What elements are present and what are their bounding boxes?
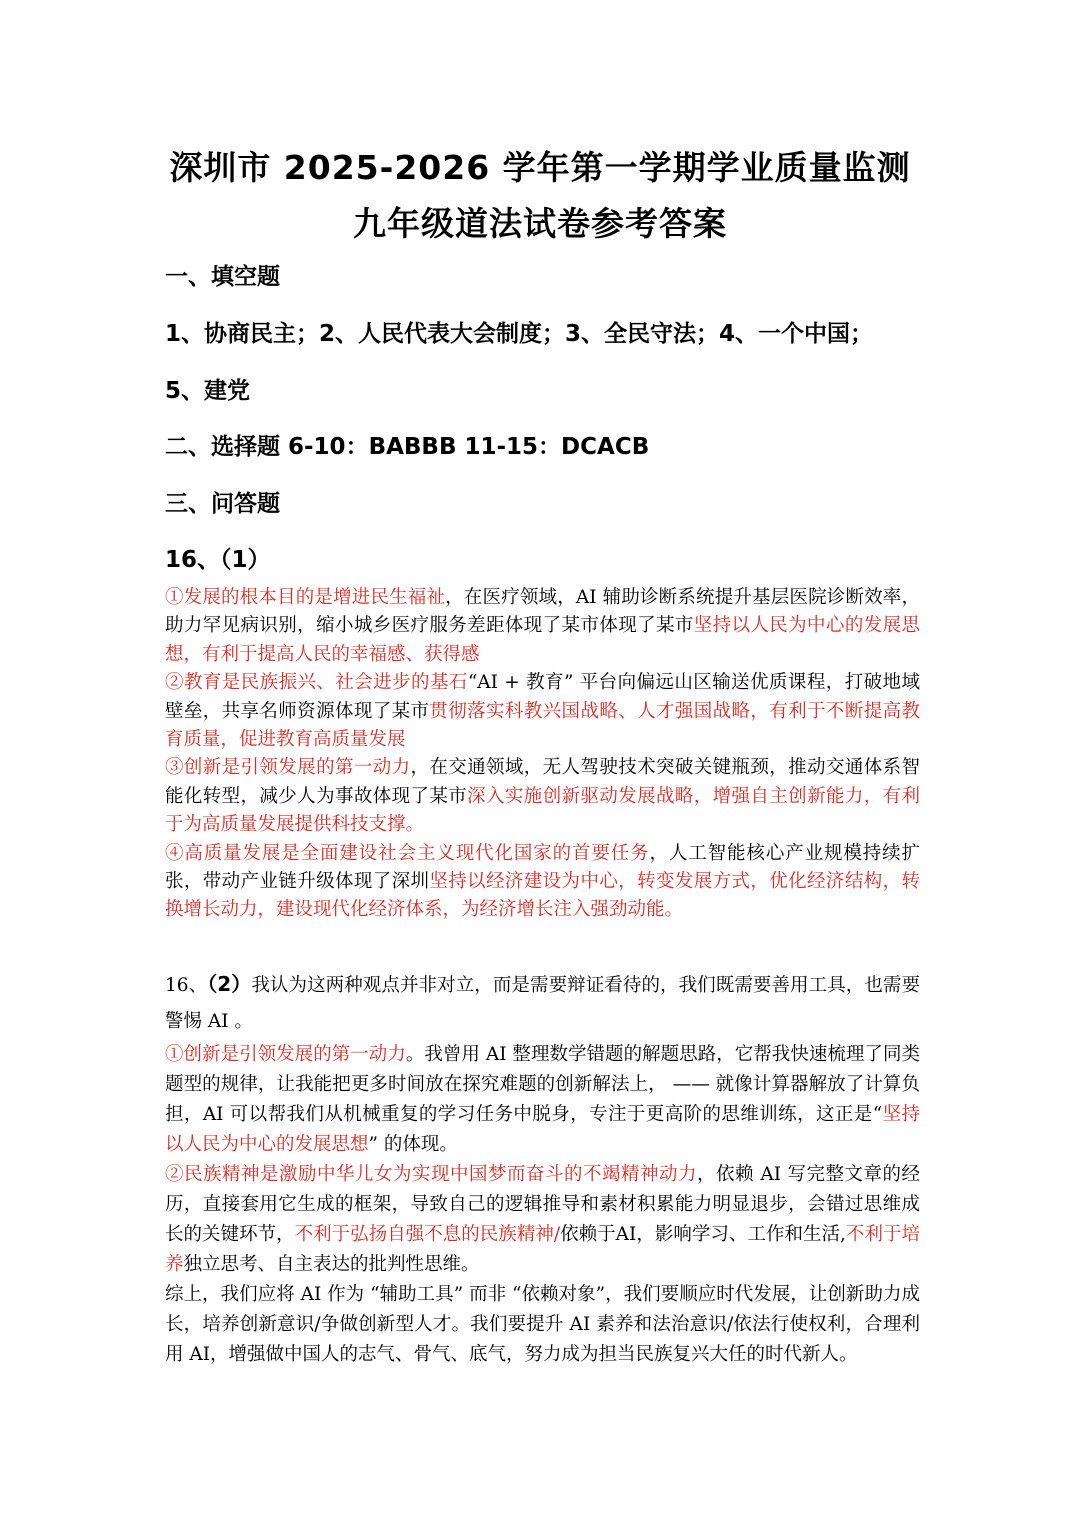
key-point-red: 不利于弘扬自强不息的民族精神/ (294, 1224, 561, 1245)
q16-2-answer-block (165, 966, 920, 1370)
key-point-red: ①创新是引领发展的第一动力 (165, 1044, 406, 1065)
key-point-red: ①发展的根本目的是增进民生福祉 (165, 587, 446, 608)
page-title-line2: 九年级道法试卷参考答案 (353, 204, 727, 243)
q16-2-intro (165, 966, 920, 1040)
q16-1-point-2 (165, 669, 920, 754)
key-point-red: 坚持以经济建设为中心，转变发展方式，优化经济结构，转换增长动力，建设现代化经济体系，为经济增长注入强劲动能。 (165, 871, 920, 921)
key-point-red: ③创新是引领发展的第一动力 (165, 757, 411, 779)
q16-2-point-1 (165, 1040, 920, 1160)
explanation-text: 。我曾用 AI 整理数学错题的解题思路，它帮我快速梳理了同类题型的规律，让我能把更多时间放在探究难题的创新解法上， —— 就像计算器解放了计算负担，AI 可以帮我们从机械重复的学习任务中脱身，专注于更高阶的思维训练，这正是“ (165, 1044, 920, 1125)
q16-2-prefix: 16、 (165, 975, 208, 996)
section1-heading: 一、填空题 (165, 264, 280, 290)
q16-1-point-4 (165, 840, 920, 925)
explanation-text: 独立思考、自主表达的批判性思维。 (183, 1254, 480, 1275)
q16-1-point-1 (165, 584, 920, 669)
key-point-red: ②教育是民族振兴、社会进步的基石 (165, 672, 468, 694)
key-point-red: ④高质量发展是全面建设社会主义现代化国家的首要任务 (165, 842, 650, 864)
explanation-text: 依赖于AI，影响学习、工作和生活, (560, 1224, 846, 1245)
key-point-red: 贯彻落实科教兴国战略、人才强国战略，有利于不断提高教育质量，促进教育高质量发展 (165, 700, 920, 751)
explanation-text: ，在交通领域，无人驾驶技术突破关键瓶颈，推动交通体系智能化转型，减少人为事故体现了某市 (165, 757, 920, 807)
key-point-red: 坚持以人民为中心的发展思想，有利于提高人民的幸福感、获得感 (165, 615, 920, 665)
explanation-text: ，人工智能核心产业规模持续扩张，带动产业链升级体现了深圳 (165, 842, 920, 893)
explanation-text: “AI + 教育” 平台向偏远山区输送优质课程，打破地域壁垒，共享名师资源体现了某市 (165, 672, 920, 722)
q16-2-summary: 综上，我们应将 AI 作为 “辅助工具” 而非 “依赖对象”，我们要顺应时代发展，让创新助力成长，培养创新意识/争做创新型人才。我们要提升 AI 素养和法治意识/依法行使权利，合理利用 AI，增强做中国人的志气、骨气、底气，努力成为担当民族复兴大任的时代新人。 (165, 1284, 920, 1365)
q16-2-label: （2） (207, 972, 252, 996)
q16-2-intro-text: 我认为这两种观点并非对立，而是需要辩证看待的，我们既需要善用工具，也需要警惕 AI 。 (165, 975, 921, 1032)
q16-1-answer-block (165, 584, 920, 925)
key-point-red: ②民族精神是激励中华儿女为实现中国梦而奋斗的不竭精神动力 (165, 1164, 698, 1185)
explanation-text: ” 的体现。 (368, 1134, 458, 1155)
explanation-text: ，依赖 AI 写完整文章的经历，直接套用它生成的框架，导致自己的逻辑推导和素材积累能力明显退步，会错过思维成长的关键环节， (165, 1164, 920, 1245)
fill-blank-answers-line2: 5、建党 (165, 378, 251, 404)
q16-2-point-2 (165, 1160, 920, 1280)
q16-1-point-3 (165, 754, 920, 839)
section3-heading: 三、问答题 (165, 491, 280, 517)
key-point-red: 坚持以人民为中心的发展思想 (165, 1104, 920, 1155)
section2-heading: 二、选择题 6-10：BABBB 11-15：DCACB (165, 434, 650, 460)
key-point-red: 不利于培养 (165, 1224, 920, 1275)
key-point-red: 深入实施创新驱动发展战略，增强自主创新能力，有利于为高质量发展提供科技支撑。 (165, 785, 920, 836)
fill-blank-answers-line1: 1、协商民主；2、人民代表大会制度；3、全民守法；4、一个中国； (165, 321, 874, 347)
page-title-line1: 深圳市 2025-2026 学年第一学期学业质量监测 (169, 148, 911, 187)
q16-1-label: 16、（1） (165, 547, 271, 573)
explanation-text: ，在医疗领域，AI 辅助诊断系统提升基层医院诊断效率，助力罕见病识别，缩小城乡医疗服务差距体现了某市体现了某市 (165, 587, 920, 637)
